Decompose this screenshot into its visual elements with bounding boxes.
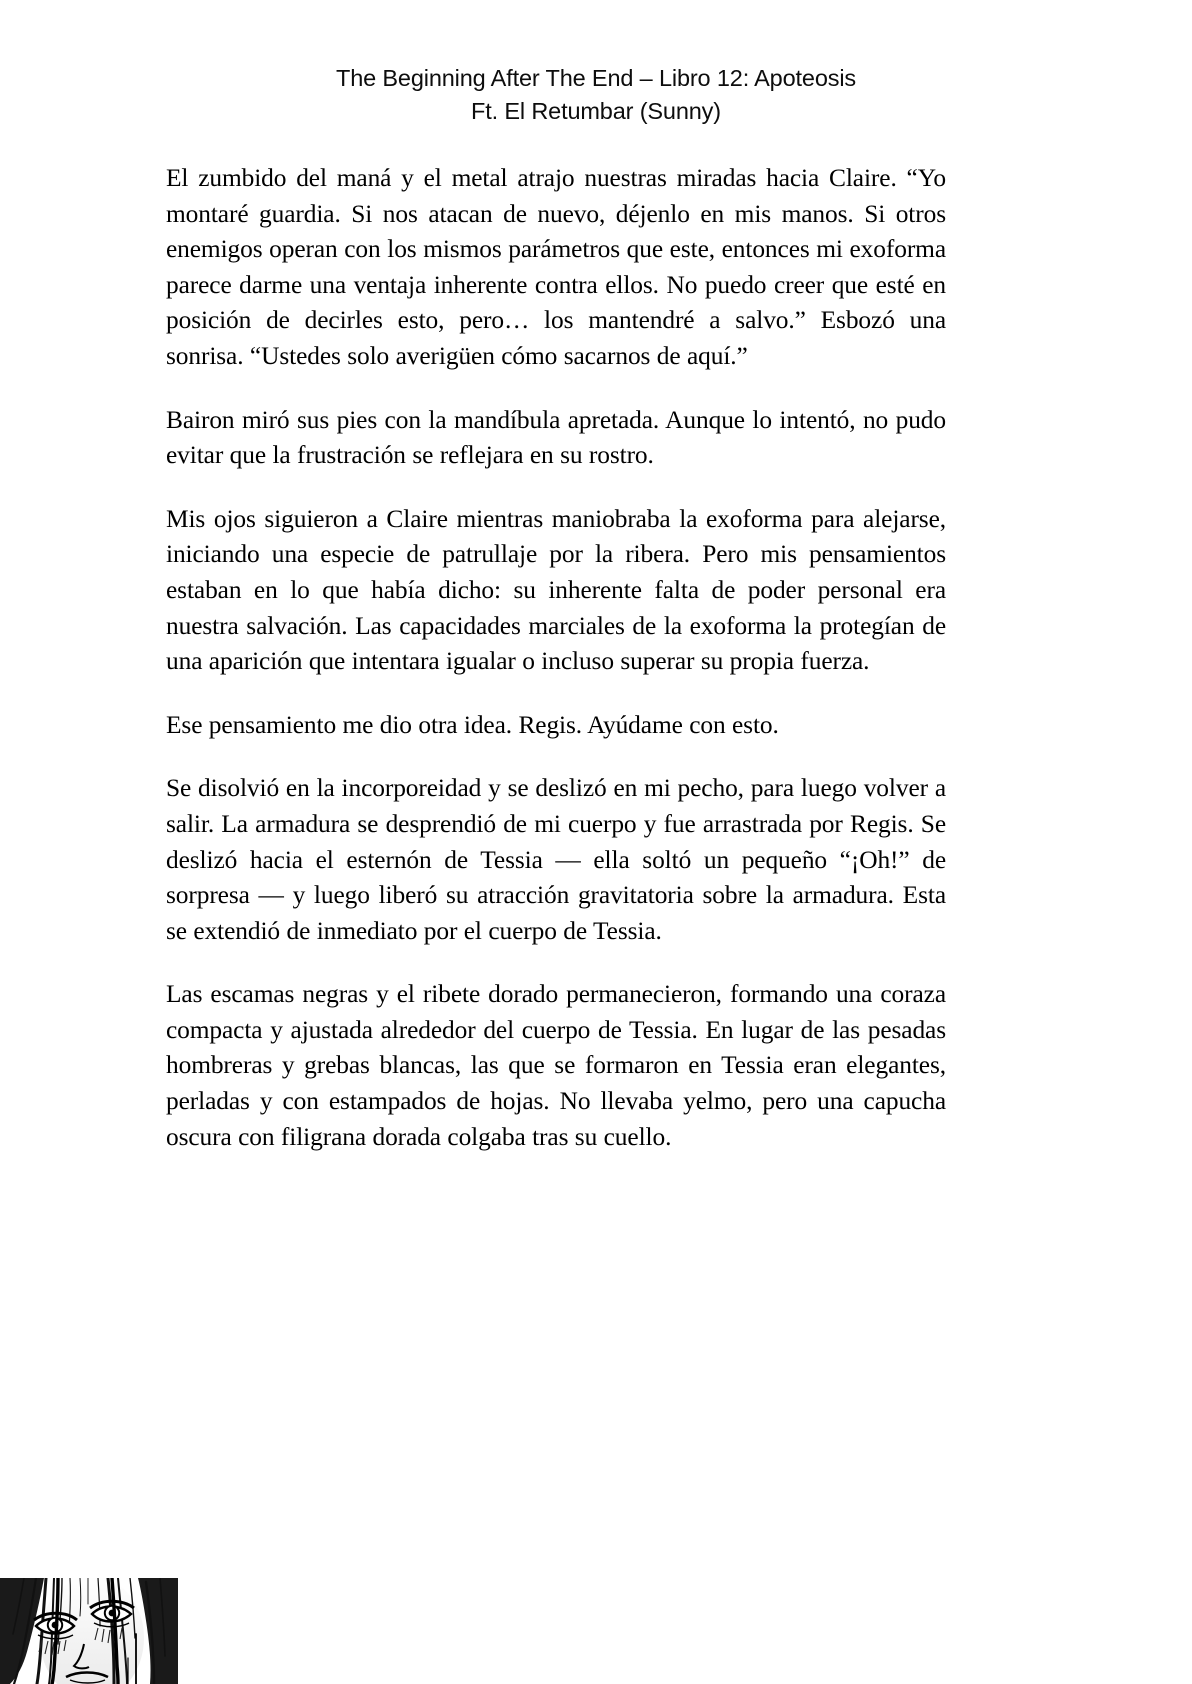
document-body: [166, 161, 946, 1155]
paragraph: Mis ojos siguieron a Claire mientras maniobraba la exoforma para alejarse, iniciando una especie de patrullaje por la ribera. Pero mis pensamientos estaban en lo que había dicho: su inherente falta de poder personal era nuestra salvación. Las capacidades marciales de la exoforma la protegían de una aparición que intentara igualar o incluso superar su propia fuerza.: [166, 504, 946, 676]
paragraph: Ese pensamiento me dio otra idea. Regis. Ayúdame con esto.: [166, 710, 779, 739]
paragraph: Se disolvió en la incorporeidad y se deslizó en mi pecho, para luego volver a salir. La armadura se desprendió de mi cuerpo y fue arrastrada por Regis. Se deslizó hacia el esternón de Tessia — ella soltó un pequeño “¡Oh!” de sorpresa — y luego liberó su atracción gravitatoria sobre la armadura. Esta se extendió de inmediato por el cuerpo de Tessia.: [166, 774, 946, 945]
paragraph: El zumbido del maná y el metal atrajo nuestras miradas hacia Claire. “Yo montaré guardia. Si nos atacan de nuevo, déjenlo en mis manos. Si otros enemigos operan con los mismos parámetros que este, entonces mi exoforma parece darme una ventaja inherente contra ellos. No puedo creer que esté en posición de decirles esto, pero… los mantendré a salvo.” Esbozó una sonrisa. “Ustedes solo averigüen cómo sacarnos de aquí.”: [166, 164, 946, 370]
header-subtitle-line: Ft. El Retumbar (Sunny): [471, 98, 721, 125]
manga-face-crop-image: [0, 1578, 178, 1684]
paragraph: Bairon miró sus pies con la mandíbula apretada. Aunque lo intentó, no pudo evitar que la frustración se reflejara en su rostro.: [166, 405, 946, 470]
header-title-line: The Beginning After The End – Libro 12: Apoteosis: [335, 65, 857, 91]
paragraph: Las escamas negras y el ribete dorado permanecieron, formando una coraza compacta y ajustada alrededor del cuerpo de Tessia. En lugar de las pesadas hombreras y grebas blancas, las que se formaron en Tessia eran elegantes, perladas y con estampados de hojas. No llevaba yelmo, pero una capucha oscura con filigrana dorada colgaba tras su cuello.: [166, 980, 946, 1151]
manga-face-illustration-svg: [0, 1578, 178, 1684]
document-header: [0, 62, 1192, 129]
